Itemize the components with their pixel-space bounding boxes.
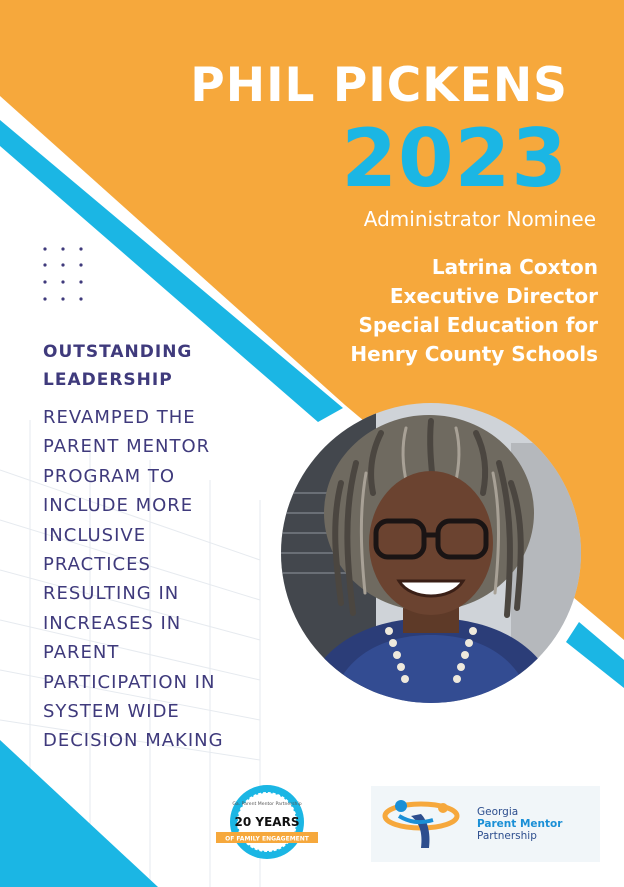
- description-line: PROGRAM TO: [43, 465, 175, 487]
- description-line: PARTICIPATION IN: [43, 671, 216, 693]
- award-year: 2023: [341, 112, 568, 205]
- description-line: INCLUDE MORE: [43, 495, 194, 517]
- dot-grid-icon: [43, 245, 87, 305]
- description-line: DECISION MAKING: [43, 730, 224, 752]
- achievement-description: [43, 403, 224, 756]
- gpmp-logo-text: [477, 806, 562, 842]
- portrait-illustration: [281, 403, 581, 703]
- gpmp-line2: Parent Mentor: [477, 818, 563, 830]
- nominee-title-line2: Special Education for: [358, 313, 598, 337]
- nominee-organization: Henry County Schools: [350, 342, 598, 366]
- nominee-block: [350, 253, 598, 369]
- badge-years: 20 YEARS: [234, 815, 300, 829]
- badge-top-text: Ga. Parent Mentor Partnership: [232, 802, 302, 807]
- nominee-name: Latrina Coxton: [431, 255, 598, 279]
- anniversary-badge-icon: [214, 782, 320, 862]
- nominee-title-line1: Executive Director: [389, 284, 598, 308]
- award-category: [43, 338, 192, 394]
- badge-banner: OF FAMILY ENGAGEMENT: [225, 835, 309, 843]
- award-title: PHIL PICKENS: [190, 58, 568, 113]
- description-line: RESULTING IN: [43, 583, 180, 605]
- award-category-line1: OUTSTANDING: [43, 342, 193, 362]
- description-line: SYSTEM WIDE: [43, 701, 180, 723]
- award-category-line2: LEADERSHIP: [43, 370, 173, 390]
- gpmp-line3: Partnership: [477, 830, 537, 842]
- description-line: REVAMPED THE: [43, 407, 196, 428]
- gpmp-line1: Georgia: [477, 806, 519, 818]
- nominee-photo: [281, 403, 581, 703]
- description-line: INCLUSIVE: [43, 524, 147, 546]
- gpmp-logo-icon: [371, 786, 471, 862]
- description-line: PARENT MENTOR: [43, 436, 211, 458]
- gpmp-logo: [371, 786, 600, 862]
- nominee-role: Administrator Nominee: [363, 207, 596, 231]
- description-line: INCREASES IN: [43, 612, 182, 634]
- cyan-corner: [0, 740, 158, 887]
- description-line: PARENT: [43, 642, 120, 664]
- description-line: PRACTICES: [43, 554, 151, 576]
